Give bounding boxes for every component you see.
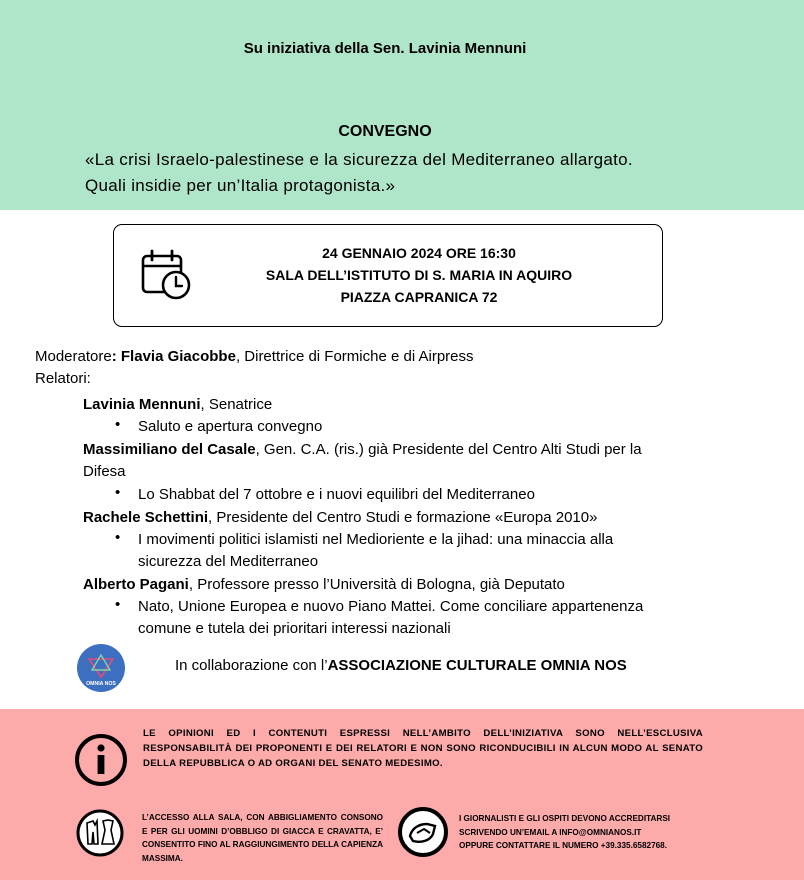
speaker-topic: Saluto e apertura convegno — [138, 418, 323, 435]
speaker-2 — [83, 439, 642, 461]
logo-text: OMNIA NOS — [86, 681, 116, 687]
moderator-role: , Direttrice di Formiche e di Airpress — [235, 348, 474, 365]
speaker-topic: I movimenti politici islamisti nel Medioriente e la jihad: una minaccia alla — [138, 531, 614, 548]
collaboration-line — [175, 657, 627, 674]
speaker-name: Massimiliano del Casale — [83, 441, 256, 458]
disclaimer-main: LE OPINIONI ED I CONTENUTI ESPRESSI NELL’AMBITO DELL’INIZIATIVA SONO NELL’ESCLUSIVA RESPONSABILITÀ DEI PROPONENTI E DEI RELATORI E NON SONO RICONDUCIBILI IN ALCUN MODO AL SENATO DELLA REPUBBLICA O AD ORGANI DEL SENATO MEDESIMO. — [143, 728, 703, 769]
initiative-line: Su iniziativa della Sen. Lavinia Mennuni — [243, 40, 527, 57]
omnia-nos-logo — [77, 644, 125, 692]
bullet: • — [115, 596, 121, 613]
speakers-label: Relatori: — [35, 370, 91, 387]
dress-code-icon — [75, 808, 125, 858]
speaker-role: , Presidente del Centro Studi e formazione «Europa 2010» — [208, 509, 598, 526]
speaker-role: , Gen. C.A. (ris.) già Presidente del Centro Alti Studi per la — [255, 441, 642, 458]
speaker-topic: Lo Shabbat del 7 ottobre e i nuovi equilibri del Mediterraneo — [138, 486, 535, 503]
disclaimer-access: L’ACCESSO ALLA SALA, CON ABBIGLIAMENTO CONSONO E PER GLI UOMINI D’OBBLIGO DI GIACCA E CRAVATTA, E’ CONSENTITO FINO AL RAGGIUNGIMENTO DELLA CAPIENZA MASSIMA. — [142, 813, 383, 863]
event-details-box — [113, 224, 663, 327]
press-line: SCRIVENDO UN’EMAIL A INFO@OMNIANOS.IT — [459, 827, 642, 837]
collaboration-org: ASSOCIAZIONE CULTURALE OMNIA NOS — [327, 657, 627, 674]
moderator-separator: : — [111, 348, 121, 365]
collaboration-prefix: In collaborazione con l’ — [175, 657, 328, 674]
bullet: • — [115, 529, 121, 546]
speaker-name: Alberto Pagani — [83, 576, 189, 593]
moderator-name: Flavia Giacobbe — [120, 348, 236, 365]
speaker-4 — [83, 574, 565, 596]
moderator-line — [35, 346, 474, 368]
conference-title-line-2: Quali insidie per un’Italia protagonista.» — [85, 176, 396, 195]
speaker-topic-continued: comune e tutela dei prioritari interessi nazionali — [138, 620, 451, 637]
bullet: • — [115, 416, 121, 433]
speaker-role-continued: Difesa — [83, 463, 126, 480]
speaker-name: Rachele Schettini — [83, 509, 209, 526]
conference-title-line-1: «La crisi Israelo-palestinese e la sicurezza del Mediterraneo allargato. — [85, 150, 633, 169]
press-line: OPPURE CONTATTARE IL NUMERO +39.335.6582768. — [459, 841, 668, 850]
speaker-3 — [83, 507, 597, 529]
disclaimer-press — [459, 812, 719, 853]
moderator-label: Moderatore — [35, 348, 112, 365]
convegno-label: CONVEGNO — [338, 123, 432, 140]
speaker-topic: Nato, Unione Europea e nuovo Piano Mattei. Come conciliare appartenenza — [138, 598, 644, 615]
speaker-role: , Professore presso l’Università di Bologna, già Deputato — [188, 576, 565, 593]
info-icon — [74, 733, 128, 787]
speaker-name: Lavinia Mennuni — [83, 396, 201, 413]
event-datetime: 24 GENNAIO 2024 ORE 16:30 — [322, 245, 516, 261]
event-address: PIAZZA CAPRANICA 72 — [340, 289, 498, 305]
press-line: I GIORNALISTI E GLI OSPITI DEVONO ACCREDITARSI — [459, 814, 671, 823]
event-venue: SALA DELL’ISTITUTO DI S. MARIA IN AQUIRO — [265, 267, 573, 283]
speaker-1 — [83, 394, 272, 416]
bullet: • — [115, 484, 121, 501]
press-accreditation-icon — [397, 806, 449, 858]
calendar-clock-icon — [140, 249, 192, 301]
speaker-topic-continued: sicurezza del Mediterraneo — [138, 553, 319, 570]
speaker-role: , Senatrice — [200, 396, 273, 413]
